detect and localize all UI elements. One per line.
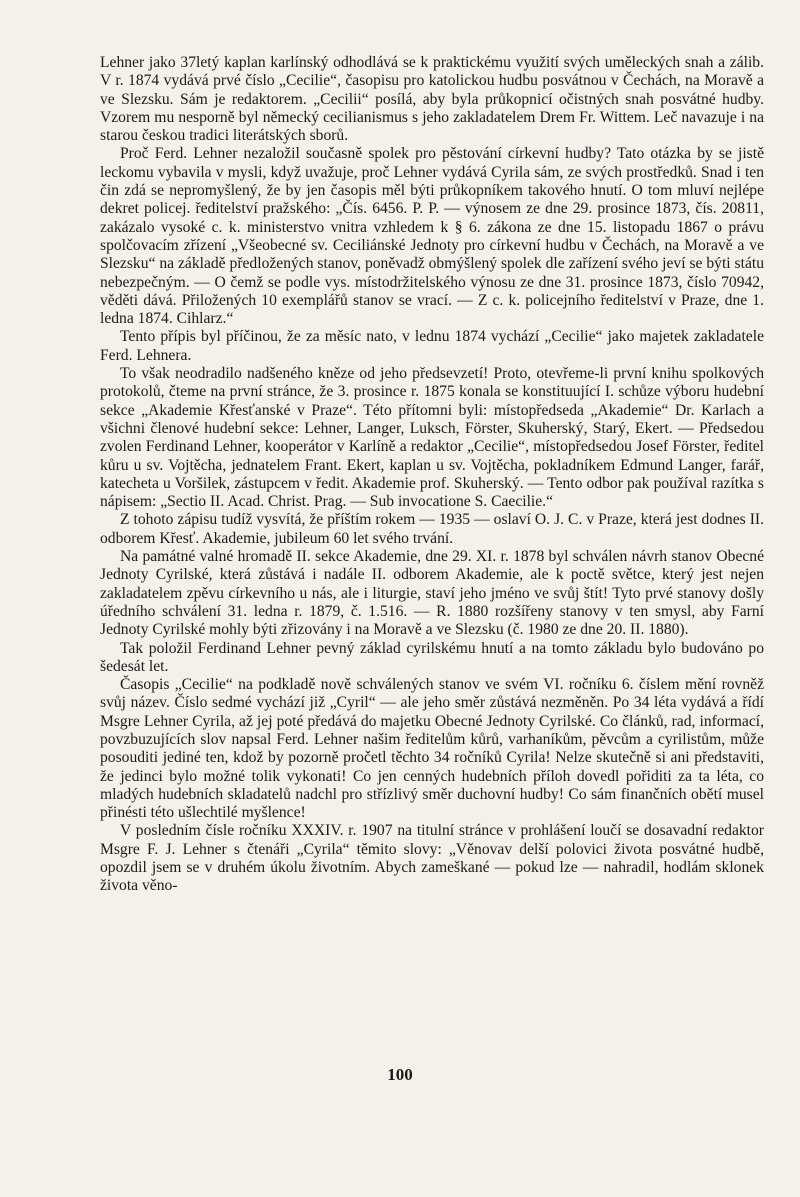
paragraph-7: Tak položil Ferdinand Lehner pevný základ cyrilskému hnutí a na tomto základu bylo budováno po šedesát let.: [100, 639, 764, 675]
paragraph-6: Na památné valné hromadě II. sekce Akademie, dne 29. XI. r. 1878 byl schválen návrh stanov Obecné Jednoty Cyrilské, která zůstává i nadále II. odborem Akademie, ale k poctě světce, který jest nejen zakladatelem zpěvu církevního u nás, ale i liturgie, staví jeho jméno ve svůj štít! Tyto prvé stanovy došly úředního schválení 31. ledna r. 1879, č. 1.516. — R. 1880 rozšířeny stanovy v ten smysl, aby Farní Jednoty Cyrilské mohly býti zřizovány i na Moravě a ve Slezsku (č. 1980 ze dne 20. II. 1880).: [100, 548, 764, 639]
paragraph-4: To však neodradilo nadšeného kněze od jeho předsevzetí! Proto, otevřeme-li první knihu spolkových protokolů, čteme na první stránce, že 3. prosince r. 1875 konala se konstituující I. schůze výboru hudební sekce „Akademie Křesťanské v Praze“. Této přítomni byli: místopředseda „Akademie“ Dr. Karlach a všichni členové hudební sekce: Lehner, Langer, Luksch, Förster, Skuherský, Starý, Ekert. — Předsedou zvolen Ferdinand Lehner, kooperátor v Karlíně a redaktor „Cecilie“, místopředsedou Josef Förster, ředitel kůru u sv. Vojtěcha, jednatelem Frant. Ekert, kaplan u sv. Vojtěcha, pokladníkem Edmund Langer, farář, katecheta u Voršilek, zástupcem v ředit. Akademie prof. Skuherský. — Tento odbor pak používal razítka s nápisem: „Sectio II. Acad. Christ. Prag. — Sub invocatione S. Caecilie.“: [100, 365, 764, 511]
paragraph-9: V posledním čísle ročníku XXXIV. r. 1907 na titulní stránce v prohlášení loučí se dosavadní redaktor Msgre F. J. Lehner s čtenáři „Cyrila“ těmito slovy: „Věnovav delší polovici života posvátné hudbě, opozdil jsem se v druhém úkolu životním. Abych zameškané — pokud lze — nahradil, hodlám sklonek života věno-: [100, 822, 764, 895]
page-number: 100: [387, 1065, 413, 1084]
paragraph-2: Proč Ferd. Lehner nezaložil současně spolek pro pěstování církevní hudby? Tato otázka by se jistě leckomu vybavila v mysli, když uvažuje, proč Lehner vydává Cyrila sám, ze svých prostředků. Snad i ten čin zdá se nepromyšlený, že by jen časopis měl býti průkopníkem takového hnutí. O tom mluví nejlépe dekret policej. ředitelství pražského: „Čís. 6456. P. P. — výnosem ze dne 29. prosince 1873, čís. 20811, zakázalo vysoké c. k. ministerstvo vnitra vzhledem k § 6. zákona ze dne 15. listopadu 1867 o právu spolčovacím zřízení „Všeobecné sv. Ceciliánské Jednoty pro církevní hudbu v Čechách, na Moravě a ve Slezsku“ na základě předložených stanov, poněvadž obmýšlený spolek dle zařízení svého jeví se býti státu nebezpečným. — O čemž se podle vys. místodržitelského výnosu ze dne 31. prosince 1873, číslo 70942, věděti dává. Přiložených 10 exemplářů stanov se vrací. — Z c. k. policejního ředitelství v Praze, dne 1. ledna 1874. Cihlarz.“: [100, 145, 764, 328]
page-body: [100, 54, 764, 896]
paragraph-3: Tento přípis byl příčinou, že za měsíc nato, v lednu 1874 vychází „Cecilie“ jako majetek zakladatele Ferd. Lehnera.: [100, 328, 764, 364]
paragraph-5: Z tohoto zápisu tudíž vysvítá, že příštím rokem — 1935 — oslaví O. J. C. v Praze, která jest dodnes II. odborem Křesť. Akademie, jubileum 60 let svého trvání.: [100, 511, 764, 547]
paragraph-1: Lehner jako 37letý kaplan karlínský odhodlává se k praktickému využití svých uměleckých snah a zálib. V r. 1874 vydává prvé číslo „Cecilie“, časopisu pro katolickou hudbu posvátnou v Čechách, na Moravě a ve Slezsku. Sám je redaktorem. „Cecilii“ posílá, aby byla průkopnicí očistných snah posvátné hudby. Vzorem mu nesporně byl německý cecilianismus s jeho zakladatelem Drem Fr. Wittem. Leč navazuje i na starou českou tradici literátských sborů.: [100, 54, 764, 145]
paragraph-8: Časopis „Cecilie“ na podkladě nově schválených stanov ve svém VI. ročníku 6. číslem mění rovněž svůj název. Číslo sedmé vychází již „Cyril“ — ale jeho směr zůstává nezměněn. Po 34 léta vydává a řídí Msgre Lehner Cyrila, až jej poté předává do majetku Obecné Jednoty Cyrilské. Co článků, rad, informací, povzbuzujících slov napsal Ferd. Lehner našim ředitelům kůrů, varhaníkům, pěvcům a cyrilistům, může posouditi jediné ten, kdož by pozorně pročetl těchto 34 ročníků Cyrila! Nelze skutečně si ani představiti, že jedinci bylo možné tolik vykonati! Co jen cenných hudebních příloh dovedl pořiditi za ta léta, co mladých hudebních skladatelů nadchl pro střízlivý směr duchovní hudby! Co sám finančních obětí musel přinésti této ušlechtilé myšlence!: [100, 676, 764, 822]
